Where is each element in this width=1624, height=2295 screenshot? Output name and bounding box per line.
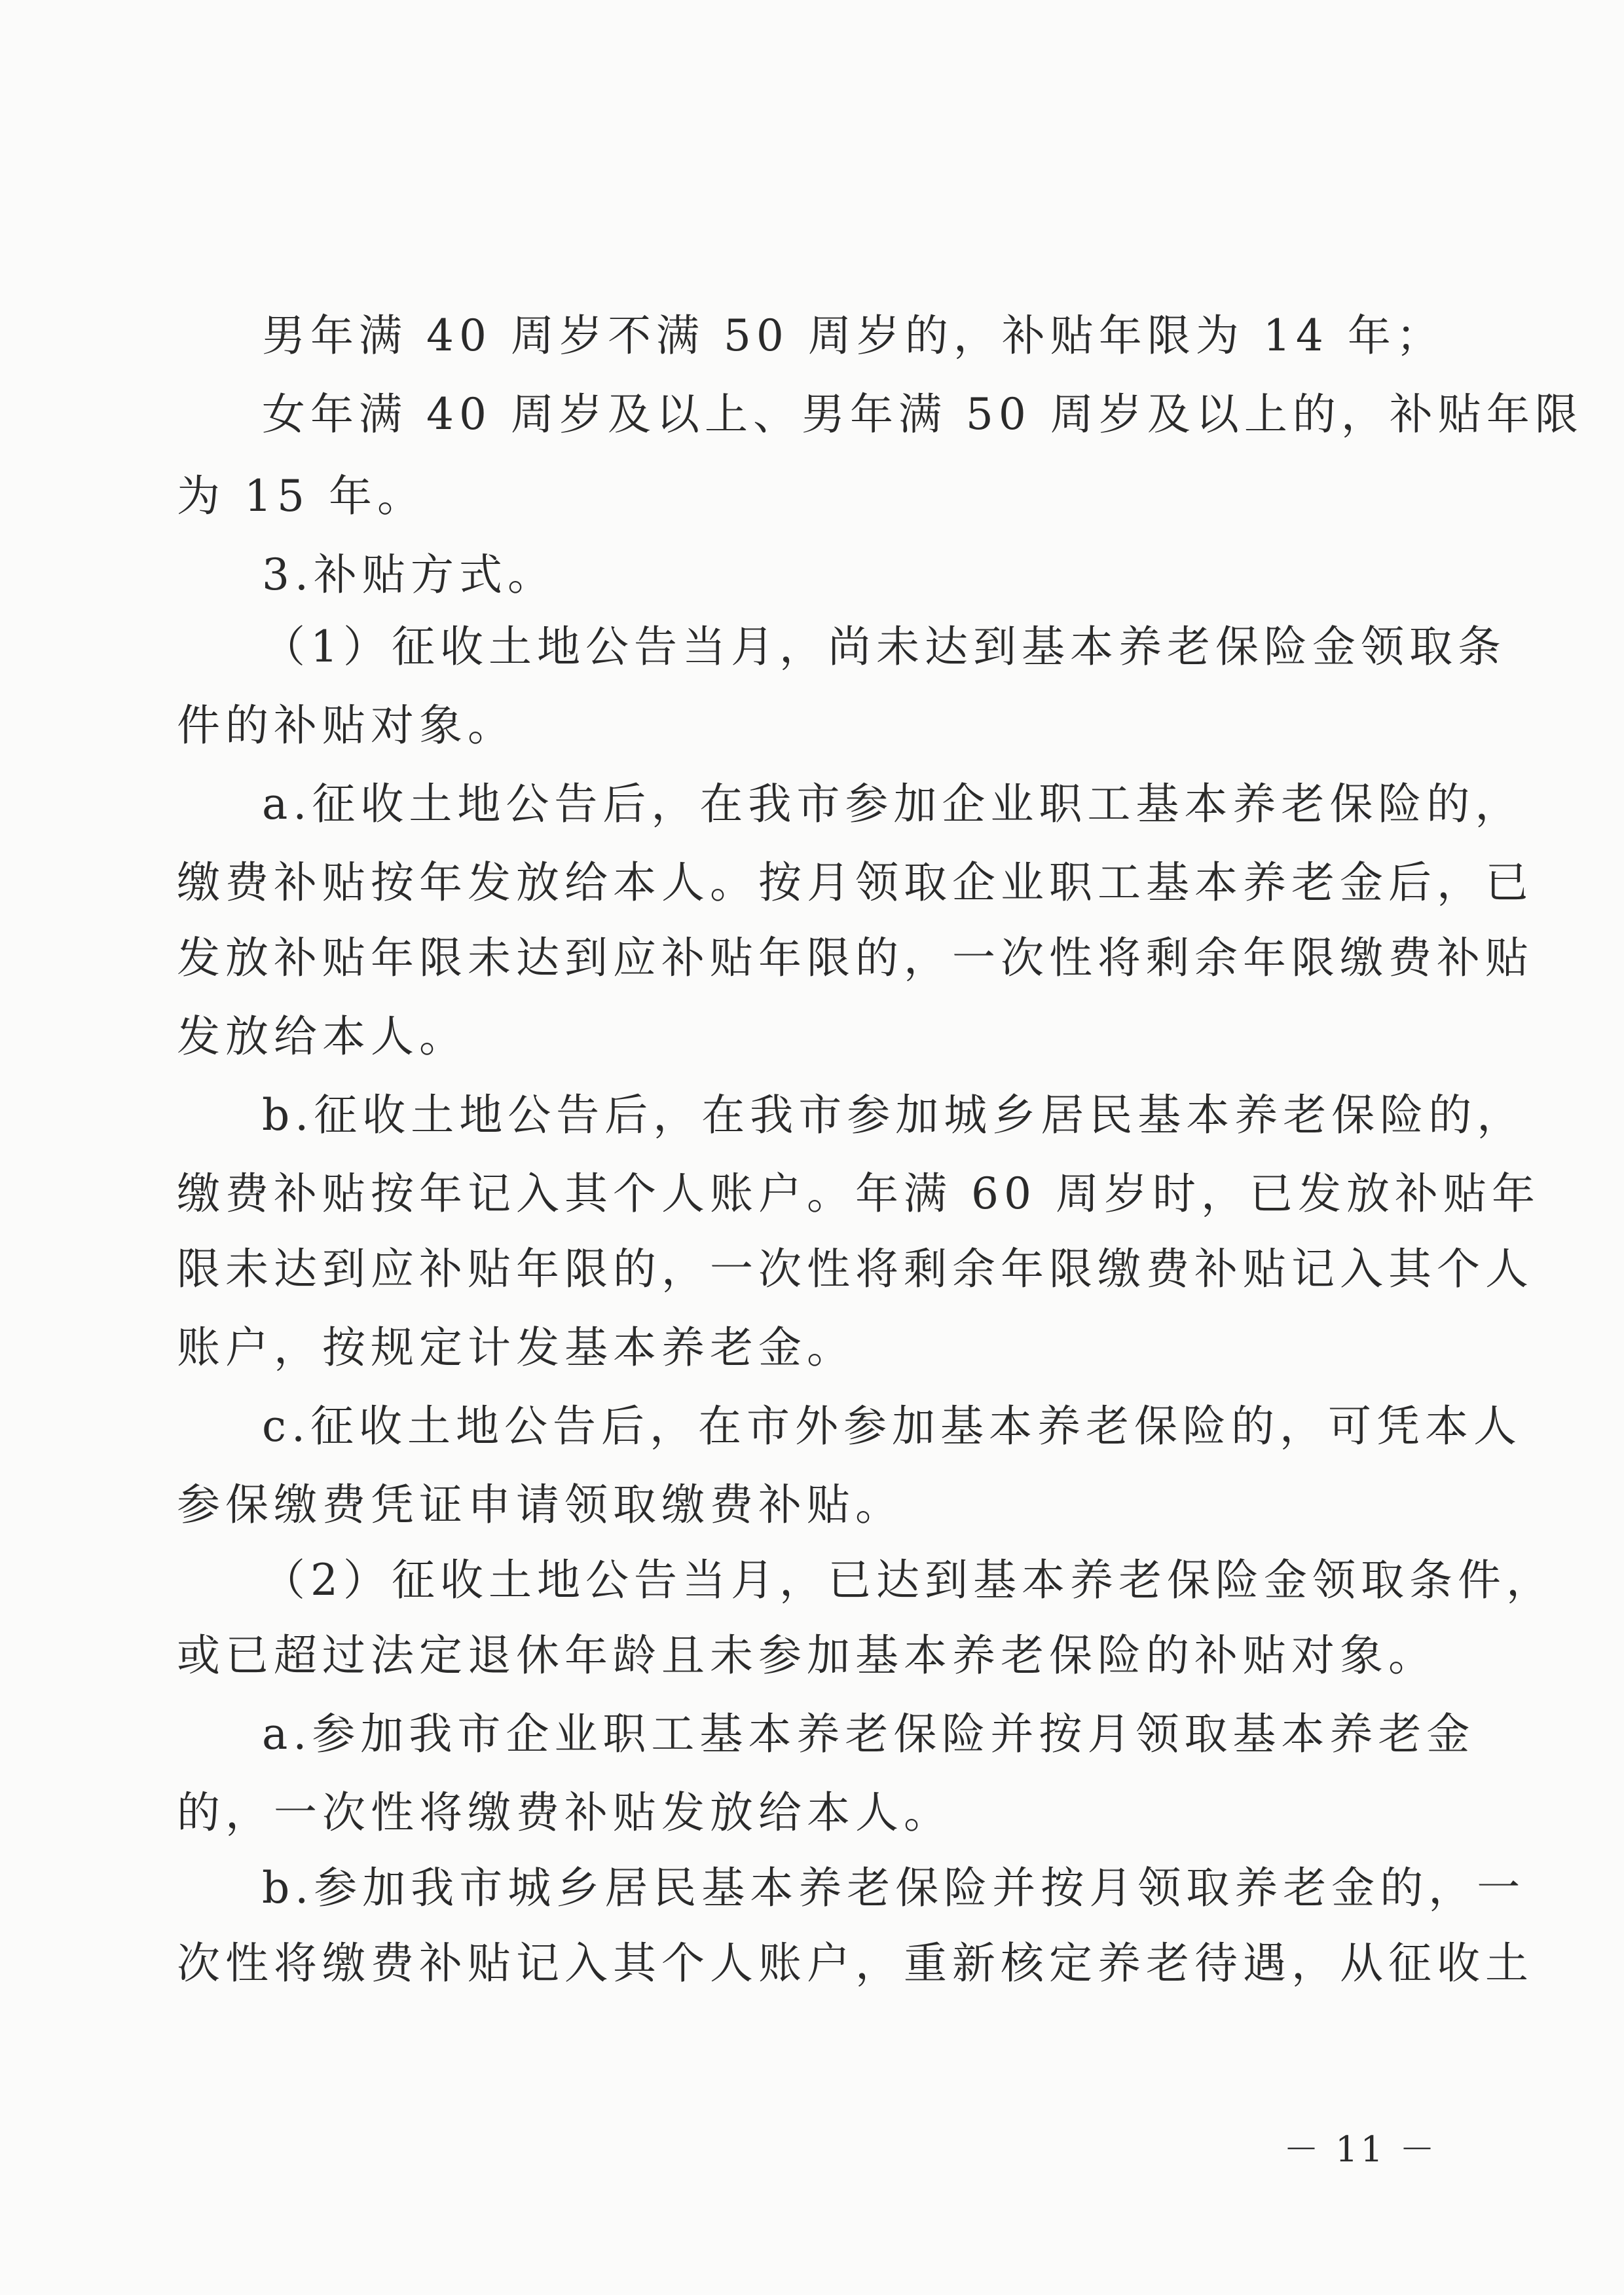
text-line: 限未达到应补贴年限的，一次性将剩余年限缴费补贴记入其个人 [177, 1244, 1534, 1294]
text-line: 账户，按规定计发基本养老金。 [177, 1322, 855, 1373]
text-line: a.征收土地公告后，在我市参加企业职工基本养老保险的， [262, 779, 1524, 829]
text-line: 次性将缴费补贴记入其个人账户，重新核定养老待遇，从征收土 [177, 1938, 1534, 1988]
text-line: 或已超过法定退休年龄且未参加基本养老保险的补贴对象。 [177, 1630, 1437, 1681]
text-line: c.征收土地公告后，在市外参加基本养老保险的，可凭本人 [262, 1401, 1522, 1451]
text-line: 男年满 40 周岁不满 50 周岁的，补贴年限为 14 年； [262, 310, 1445, 361]
text-line: 参保缴费凭证申请领取缴费补贴。 [177, 1480, 904, 1530]
page-number: － 11 － [1283, 2129, 1438, 2170]
text-line: 发放给本人。 [177, 1011, 468, 1062]
text-line: （1）征收土地公告当月，尚未达到基本养老保险金领取条 [262, 622, 1506, 672]
text-line: a.参加我市企业职工基本养老保险并按月领取基本养老金 [262, 1709, 1475, 1759]
text-line: b.征收土地公告后，在我市参加城乡居民基本养老保险的， [262, 1090, 1526, 1140]
text-line: 的，一次性将缴费补贴发放给本人。 [177, 1787, 952, 1838]
section-heading: 3.补贴方式。 [262, 550, 556, 600]
text-line: （2）征收土地公告当月，已达到基本养老保险金领取条件， [262, 1555, 1555, 1605]
text-line: 件的补贴对象。 [177, 700, 516, 751]
text-line: 发放补贴年限未达到应补贴年限的，一次性将剩余年限缴费补贴 [177, 933, 1534, 983]
text-line: b.参加我市城乡居民基本养老保险并按月领取养老金的，一 [262, 1863, 1526, 1913]
text-line: 缴费补贴按年记入其个人账户。年满 60 周岁时，已发放补贴年 [177, 1168, 1540, 1219]
text-line: 为 15 年。 [177, 471, 426, 521]
text-line: 女年满 40 周岁及以上、男年满 50 周岁及以上的，补贴年限 [262, 389, 1583, 439]
text-line: 缴费补贴按年发放给本人。按月领取企业职工基本养老金后，已 [177, 857, 1534, 908]
